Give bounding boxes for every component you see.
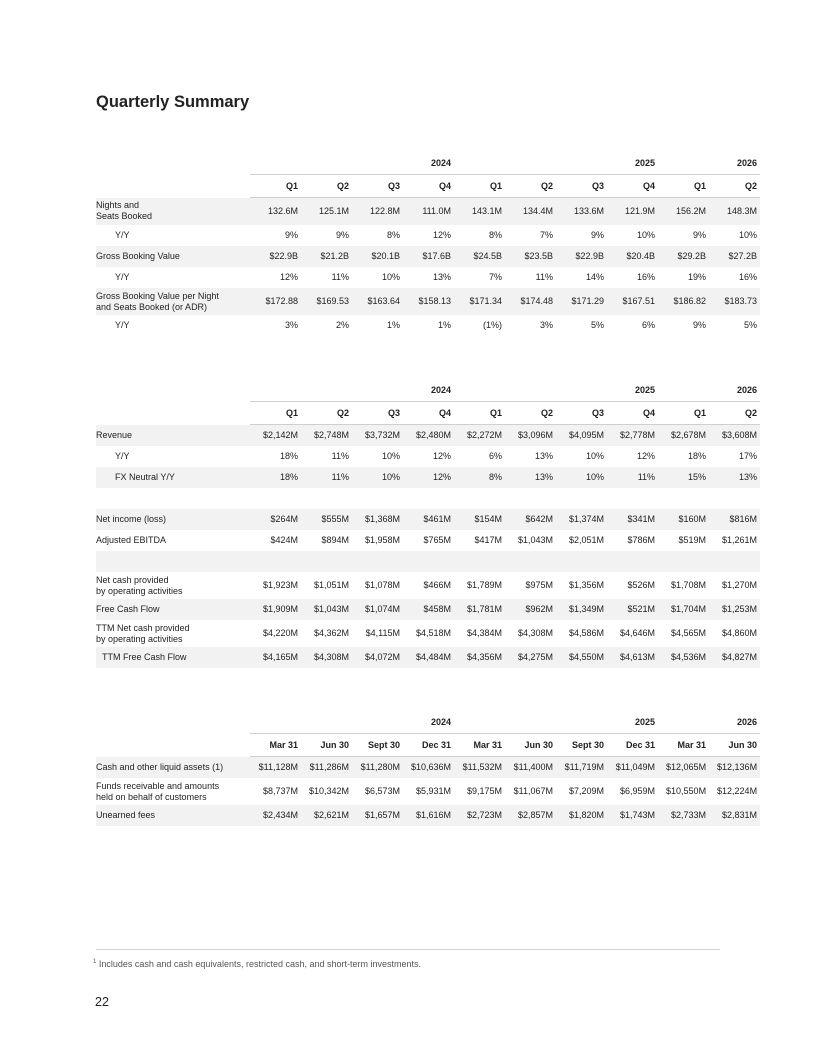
value-cell: $1,820M bbox=[556, 805, 607, 826]
period-header: Q3 bbox=[556, 175, 607, 198]
year-label: 2024 bbox=[250, 711, 454, 734]
value-cell: 10% bbox=[556, 467, 607, 488]
value-cell: $3,608M bbox=[709, 425, 760, 447]
value-cell: 8% bbox=[489, 230, 503, 240]
value-cell: 10% bbox=[381, 272, 400, 282]
value-cell: 13% bbox=[709, 467, 760, 488]
period-header: Mar 31 bbox=[658, 734, 709, 757]
value-cell: 10% bbox=[586, 451, 605, 461]
period-header: Q3 bbox=[352, 175, 403, 198]
value-cell: 14% bbox=[586, 272, 605, 282]
value-cell: 1% bbox=[438, 320, 452, 330]
value-cell: $11,532M bbox=[454, 757, 505, 779]
value-cell: $2,434M bbox=[250, 805, 301, 826]
value-cell: $2,480M bbox=[403, 425, 454, 447]
period-header: Jun 30 bbox=[709, 734, 760, 757]
value-cell: 156.2M bbox=[658, 198, 709, 226]
value-cell: $174.48 bbox=[505, 288, 556, 315]
value-cell: 132.6M bbox=[250, 198, 301, 226]
value-cell: $160M bbox=[658, 509, 709, 530]
value-cell: $17.6B bbox=[403, 246, 454, 267]
row-label: TTM Net cash provided by operating activities bbox=[96, 622, 190, 644]
table-row bbox=[96, 757, 760, 779]
year-header-row bbox=[96, 379, 760, 402]
value-cell: $2,723M bbox=[454, 805, 505, 826]
value-cell: 1% bbox=[386, 320, 400, 330]
value-cell: $1,374M bbox=[556, 509, 607, 530]
period-header-row bbox=[96, 175, 760, 198]
value-cell: $4,384M bbox=[467, 628, 503, 638]
row-label: Free Cash Flow bbox=[96, 599, 250, 620]
year-label: 2025 bbox=[454, 152, 658, 175]
value-cell: $1,743M bbox=[607, 805, 658, 826]
footnote bbox=[93, 959, 421, 969]
row-label: Y/Y bbox=[115, 451, 130, 461]
value-cell: $519M bbox=[678, 535, 707, 545]
table-row bbox=[96, 225, 760, 246]
value-cell: 12% bbox=[279, 272, 298, 282]
value-cell: $1,270M bbox=[722, 580, 758, 590]
value-cell: $11,067M bbox=[513, 786, 554, 796]
value-cell: 13% bbox=[433, 272, 452, 282]
value-cell: 9% bbox=[693, 320, 707, 330]
value-cell: 11% bbox=[535, 272, 554, 282]
period-header: Q1 bbox=[250, 175, 301, 198]
period-header: Q1 bbox=[454, 402, 505, 425]
value-cell: 6% bbox=[489, 451, 503, 461]
period-header: Q4 bbox=[607, 175, 658, 198]
value-cell: $4,072M bbox=[352, 647, 403, 668]
value-cell: $10,550M bbox=[666, 786, 707, 796]
value-cell: $9,175M bbox=[467, 786, 503, 796]
period-header: Q3 bbox=[556, 402, 607, 425]
value-cell: $2,748M bbox=[301, 425, 352, 447]
year-label: 2026 bbox=[658, 711, 760, 734]
value-cell: $962M bbox=[505, 599, 556, 620]
row-label: Y/Y bbox=[115, 230, 130, 240]
row-label: Nights and Seats Booked bbox=[96, 198, 250, 226]
value-cell: $29.2B bbox=[658, 246, 709, 267]
value-cell: $4,518M bbox=[416, 628, 452, 638]
value-cell: 8% bbox=[386, 230, 400, 240]
period-header: Q2 bbox=[709, 402, 760, 425]
row-label: Y/Y bbox=[115, 320, 130, 330]
value-cell: $458M bbox=[403, 599, 454, 620]
value-cell: 11% bbox=[331, 272, 349, 282]
value-cell: $4,484M bbox=[403, 647, 454, 668]
period-header: Jun 30 bbox=[505, 734, 556, 757]
value-cell: $2,733M bbox=[658, 805, 709, 826]
value-cell: $1,051M bbox=[313, 580, 349, 590]
value-cell: $10,636M bbox=[403, 757, 454, 779]
value-cell: 19% bbox=[688, 272, 707, 282]
row-label: FX Neutral Y/Y bbox=[96, 467, 250, 488]
value-cell: 10% bbox=[637, 230, 656, 240]
value-cell: (1%) bbox=[483, 320, 503, 330]
value-cell: $264M bbox=[250, 509, 301, 530]
value-cell: $167.51 bbox=[607, 288, 658, 315]
value-cell: $461M bbox=[403, 509, 454, 530]
value-cell: 15% bbox=[658, 467, 709, 488]
row-label: Revenue bbox=[96, 425, 250, 447]
table-row bbox=[96, 599, 760, 620]
value-cell: 9% bbox=[693, 230, 707, 240]
value-cell: $466M bbox=[423, 580, 452, 590]
balance-table bbox=[96, 711, 760, 826]
table-row bbox=[96, 572, 760, 599]
value-cell: $1,253M bbox=[709, 599, 760, 620]
value-cell: $4,115M bbox=[365, 628, 400, 638]
value-cell: $4,275M bbox=[505, 647, 556, 668]
value-cell: $4,860M bbox=[722, 628, 758, 638]
row-label: Gross Booking Value bbox=[96, 246, 250, 267]
period-header: Q4 bbox=[607, 402, 658, 425]
value-cell: $10,342M bbox=[308, 786, 349, 796]
value-cell: $765M bbox=[423, 535, 452, 545]
value-cell: $24.5B bbox=[454, 246, 505, 267]
row-label: Net income (loss) bbox=[96, 509, 250, 530]
value-cell: $4,308M bbox=[301, 647, 352, 668]
value-cell: 6% bbox=[642, 320, 656, 330]
value-cell: $23.5B bbox=[505, 246, 556, 267]
value-cell: $163.64 bbox=[352, 288, 403, 315]
period-header: Q3 bbox=[352, 402, 403, 425]
value-cell: $975M bbox=[525, 580, 554, 590]
period-header: Q1 bbox=[454, 175, 505, 198]
page-title: Quarterly Summary bbox=[96, 93, 250, 111]
table-row bbox=[96, 620, 760, 647]
value-cell: $1,043M bbox=[301, 599, 352, 620]
value-cell: $4,095M bbox=[556, 425, 607, 447]
value-cell: $7,209M bbox=[569, 786, 605, 796]
value-cell: 3% bbox=[540, 320, 554, 330]
value-cell: $11,400M bbox=[505, 757, 556, 779]
period-header: Q1 bbox=[250, 402, 301, 425]
value-cell: $4,827M bbox=[709, 647, 760, 668]
value-cell: $2,272M bbox=[454, 425, 505, 447]
value-cell: $1,368M bbox=[352, 509, 403, 530]
value-cell: 11% bbox=[301, 467, 352, 488]
value-cell: 17% bbox=[739, 451, 758, 461]
table-row bbox=[96, 246, 760, 267]
value-cell: 111.0M bbox=[403, 198, 454, 226]
value-cell: $11,719M bbox=[556, 757, 607, 779]
value-cell: 18% bbox=[250, 467, 301, 488]
value-cell: $4,165M bbox=[250, 647, 301, 668]
value-cell: $2,831M bbox=[709, 805, 760, 826]
value-cell: $183.73 bbox=[709, 288, 760, 315]
value-cell: $1,923M bbox=[262, 580, 298, 590]
period-header: Q1 bbox=[658, 175, 709, 198]
table-row bbox=[96, 647, 760, 668]
value-cell: $1,043M bbox=[518, 535, 554, 545]
value-cell: $11,280M bbox=[352, 757, 403, 779]
year-label: 2026 bbox=[658, 152, 760, 175]
period-header: Sept 30 bbox=[556, 734, 607, 757]
period-header: Q4 bbox=[403, 175, 454, 198]
value-cell: 5% bbox=[744, 320, 758, 330]
value-cell: $1,349M bbox=[556, 599, 607, 620]
spacer-row bbox=[96, 551, 760, 572]
value-cell: $2,857M bbox=[505, 805, 556, 826]
financials-table bbox=[96, 379, 760, 668]
period-header: Dec 31 bbox=[403, 734, 454, 757]
period-header: Mar 31 bbox=[454, 734, 505, 757]
value-cell: $816M bbox=[709, 509, 760, 530]
period-header: Jun 30 bbox=[301, 734, 352, 757]
value-cell: 3% bbox=[284, 320, 298, 330]
table-row bbox=[96, 425, 760, 447]
value-cell: 7% bbox=[540, 230, 554, 240]
period-header: Q2 bbox=[505, 402, 556, 425]
value-cell: $786M bbox=[627, 535, 656, 545]
value-cell: 18% bbox=[688, 451, 707, 461]
value-cell: $11,286M bbox=[301, 757, 352, 779]
value-cell: 13% bbox=[505, 467, 556, 488]
value-cell: $154M bbox=[454, 509, 505, 530]
value-cell: $4,220M bbox=[262, 628, 298, 638]
value-cell: $4,356M bbox=[454, 647, 505, 668]
value-cell: $172.88 bbox=[250, 288, 301, 315]
value-cell: 8% bbox=[454, 467, 505, 488]
value-cell: $12,065M bbox=[658, 757, 709, 779]
value-cell: $2,621M bbox=[301, 805, 352, 826]
period-header-row bbox=[96, 734, 760, 757]
footnote-text: Includes cash and cash equivalents, restricted cash, and short-term investments. bbox=[98, 959, 422, 969]
period-header: Q2 bbox=[505, 175, 556, 198]
period-header: Q1 bbox=[658, 402, 709, 425]
value-cell: $2,778M bbox=[607, 425, 658, 447]
value-cell: $4,646M bbox=[620, 628, 656, 638]
period-header: Mar 31 bbox=[250, 734, 301, 757]
period-header: Dec 31 bbox=[607, 734, 658, 757]
value-cell: $555M bbox=[301, 509, 352, 530]
value-cell: $22.9B bbox=[556, 246, 607, 267]
value-cell: 7% bbox=[489, 272, 503, 282]
year-label: 2024 bbox=[250, 379, 454, 402]
row-label: Y/Y bbox=[115, 272, 130, 282]
value-cell: $1,781M bbox=[454, 599, 505, 620]
row-label: Funds receivable and amounts held on behalf of customers bbox=[96, 780, 220, 802]
spacer-row bbox=[96, 488, 760, 509]
row-label: Gross Booking Value per Night and Seats Booked (or ADR) bbox=[96, 288, 250, 315]
value-cell: $5,931M bbox=[416, 786, 452, 796]
value-cell: 133.6M bbox=[556, 198, 607, 226]
value-cell: $4,613M bbox=[607, 647, 658, 668]
table-row bbox=[96, 509, 760, 530]
value-cell: 9% bbox=[284, 230, 298, 240]
value-cell: $1,958M bbox=[364, 535, 400, 545]
value-cell: $169.53 bbox=[301, 288, 352, 315]
period-header: Sept 30 bbox=[352, 734, 403, 757]
row-label: Cash and other liquid assets (1) bbox=[96, 757, 250, 779]
value-cell: $4,362M bbox=[313, 628, 349, 638]
value-cell: 148.3M bbox=[709, 198, 760, 226]
value-cell: $341M bbox=[607, 509, 658, 530]
value-cell: $1,616M bbox=[403, 805, 454, 826]
period-header: Q2 bbox=[709, 175, 760, 198]
value-cell: $4,586M bbox=[569, 628, 605, 638]
value-cell: $1,261M bbox=[722, 535, 758, 545]
value-cell: $20.4B bbox=[607, 246, 658, 267]
value-cell: $642M bbox=[505, 509, 556, 530]
value-cell: 11% bbox=[331, 451, 349, 461]
table-row bbox=[96, 198, 760, 226]
table-row bbox=[96, 467, 760, 488]
value-cell: $894M bbox=[321, 535, 349, 545]
value-cell: $12,136M bbox=[709, 757, 760, 779]
value-cell: $11,128M bbox=[250, 757, 301, 779]
value-cell: 11% bbox=[607, 467, 658, 488]
period-header: Q2 bbox=[301, 175, 352, 198]
value-cell: $1,704M bbox=[658, 599, 709, 620]
table-row bbox=[96, 446, 760, 467]
value-cell: 13% bbox=[535, 451, 554, 461]
value-cell: $2,051M bbox=[569, 535, 605, 545]
value-cell: 125.1M bbox=[301, 198, 352, 226]
value-cell: $1,657M bbox=[352, 805, 403, 826]
value-cell: $424M bbox=[270, 535, 298, 545]
value-cell: $1,078M bbox=[364, 580, 400, 590]
value-cell: $21.2B bbox=[301, 246, 352, 267]
value-cell: $171.29 bbox=[556, 288, 607, 315]
value-cell: 134.4M bbox=[505, 198, 556, 226]
value-cell: 9% bbox=[591, 230, 605, 240]
value-cell: $8,737M bbox=[262, 786, 298, 796]
value-cell: 12% bbox=[637, 451, 656, 461]
value-cell: $521M bbox=[607, 599, 658, 620]
value-cell: $4,308M bbox=[518, 628, 554, 638]
table-row bbox=[96, 288, 760, 315]
row-label: Net cash provided by operating activities bbox=[96, 574, 183, 596]
value-cell: 10% bbox=[352, 467, 403, 488]
value-cell: $6,959M bbox=[620, 786, 656, 796]
value-cell: 10% bbox=[381, 451, 400, 461]
value-cell: 122.8M bbox=[352, 198, 403, 226]
page-number: 22 bbox=[95, 995, 109, 1009]
value-cell: $2,142M bbox=[250, 425, 301, 447]
value-cell: 2% bbox=[335, 320, 349, 330]
year-header-row bbox=[96, 152, 760, 175]
value-cell: $20.1B bbox=[352, 246, 403, 267]
period-header-row bbox=[96, 402, 760, 425]
value-cell: 121.9M bbox=[607, 198, 658, 226]
value-cell: $12,224M bbox=[717, 786, 758, 796]
value-cell: $2,678M bbox=[658, 425, 709, 447]
value-cell: 5% bbox=[591, 320, 605, 330]
year-header-row bbox=[96, 711, 760, 734]
table-row bbox=[96, 805, 760, 826]
value-cell: 12% bbox=[433, 230, 452, 240]
value-cell: $1,074M bbox=[352, 599, 403, 620]
value-cell: $417M bbox=[474, 535, 503, 545]
value-cell: $526M bbox=[627, 580, 656, 590]
value-cell: $158.13 bbox=[403, 288, 454, 315]
bookings-table bbox=[96, 152, 760, 336]
value-cell: 10% bbox=[739, 230, 758, 240]
value-cell: $4,536M bbox=[658, 647, 709, 668]
value-cell: $22.9B bbox=[250, 246, 301, 267]
value-cell: 16% bbox=[637, 272, 656, 282]
table-row bbox=[96, 778, 760, 805]
value-cell: $1,356M bbox=[569, 580, 605, 590]
value-cell: $1,789M bbox=[467, 580, 503, 590]
year-label: 2025 bbox=[454, 711, 658, 734]
value-cell: 12% bbox=[433, 451, 452, 461]
value-cell: $4,565M bbox=[671, 628, 707, 638]
value-cell: 16% bbox=[739, 272, 758, 282]
value-cell: $1,708M bbox=[671, 580, 707, 590]
value-cell: 18% bbox=[279, 451, 298, 461]
year-label: 2026 bbox=[658, 379, 760, 402]
value-cell: 12% bbox=[403, 467, 454, 488]
period-header: Q4 bbox=[403, 402, 454, 425]
value-cell: $171.34 bbox=[454, 288, 505, 315]
value-cell: $11,049M bbox=[607, 757, 658, 779]
year-label: 2025 bbox=[454, 379, 658, 402]
value-cell: $27.2B bbox=[709, 246, 760, 267]
value-cell: $4,550M bbox=[556, 647, 607, 668]
value-cell: 143.1M bbox=[454, 198, 505, 226]
period-header: Q2 bbox=[301, 402, 352, 425]
value-cell: $186.82 bbox=[658, 288, 709, 315]
footnote-marker: 1 bbox=[93, 959, 97, 965]
footnote-divider bbox=[96, 949, 720, 950]
row-label: Unearned fees bbox=[96, 805, 250, 826]
table-row bbox=[96, 530, 760, 551]
value-cell: $6,573M bbox=[364, 786, 400, 796]
row-label: Adjusted EBITDA bbox=[96, 535, 167, 545]
value-cell: $1,909M bbox=[250, 599, 301, 620]
value-cell: $3,096M bbox=[505, 425, 556, 447]
table-row bbox=[96, 267, 760, 288]
year-label: 2024 bbox=[250, 152, 454, 175]
value-cell: $3,732M bbox=[352, 425, 403, 447]
row-label: TTM Free Cash Flow bbox=[96, 647, 250, 668]
value-cell: 9% bbox=[335, 230, 349, 240]
table-row bbox=[96, 315, 760, 336]
